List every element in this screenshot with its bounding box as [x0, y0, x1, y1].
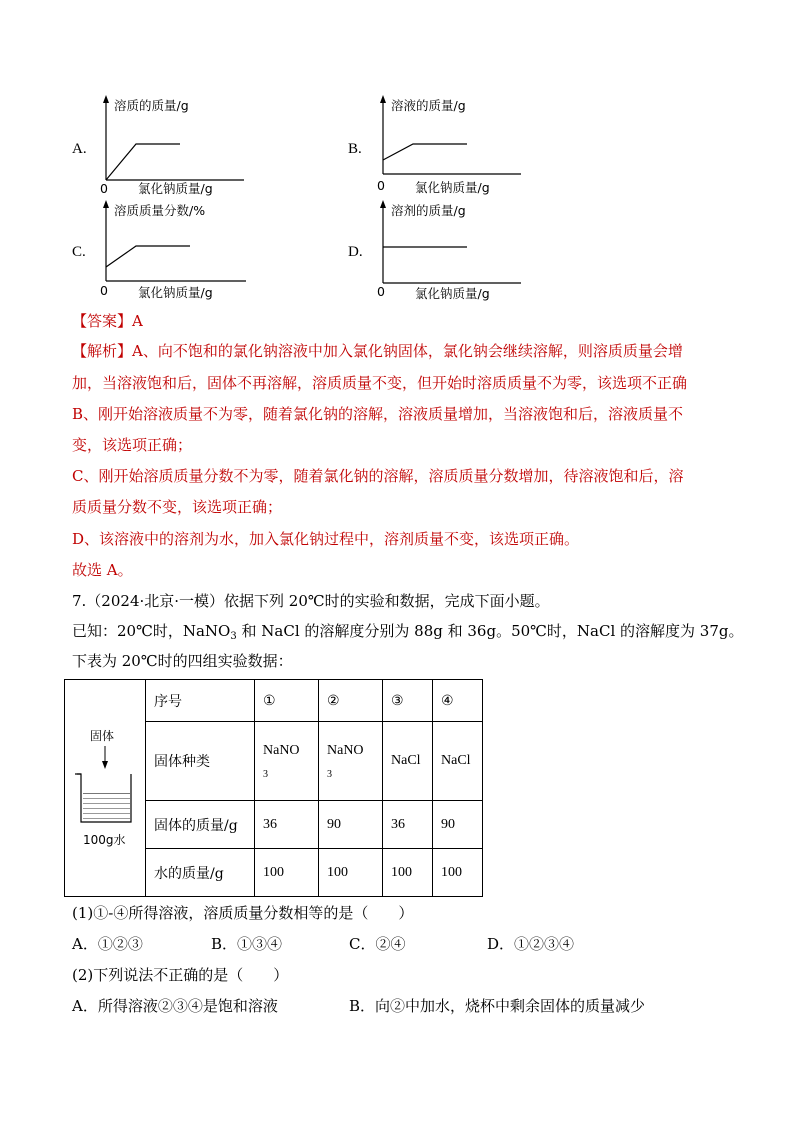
answer-line: 【答案】A: [72, 312, 143, 330]
option-b-letter: B.: [348, 141, 362, 157]
header-2: ②: [319, 680, 383, 722]
graph-a-xlabel: 氯化钠质量/g: [138, 181, 213, 196]
analysis-line-8: 故选 A。: [72, 561, 133, 579]
row-solid-type-label: 固体种类: [146, 722, 255, 801]
analysis-line-5: C、刚开始溶质质量分数不为零，随着氯化钠的溶解，溶质质量分数增加，待溶液饱和后，溶: [72, 467, 684, 485]
sub1-option-b: B．①③④: [211, 935, 283, 953]
beaker-figure: [65, 680, 145, 896]
graph-b-origin: 0: [377, 178, 385, 193]
question-7-known: [72, 621, 744, 647]
graph-c-origin: 0: [100, 283, 108, 298]
known-text-a: 已知：20℃时，NaNO: [72, 622, 231, 640]
experiment-table: [64, 679, 483, 897]
graph-d-origin: 0: [377, 284, 385, 299]
graph-c-curve: [106, 246, 190, 267]
analysis-line-4: 变，该选项正确；: [72, 436, 193, 454]
solid-mass-4: 90: [433, 801, 483, 849]
water-mass-3: 100: [383, 849, 433, 897]
graph-a: [96, 94, 246, 196]
header-label: 序号: [146, 680, 255, 722]
row-water-mass-label: 水的质量/g: [146, 849, 255, 897]
solid-mass-1: 36: [255, 801, 319, 849]
beaker-figure-cell: [65, 680, 146, 897]
sub2-option-a: A．所得溶液②③④是饱和溶液: [72, 997, 278, 1015]
analysis-line-7: D、该溶液中的溶剂为水，加入氯化钠过程中，溶剂质量不变，该选项正确。: [72, 530, 580, 548]
solid-mass-2: 90: [319, 801, 383, 849]
graph-c-ylabel: 溶质质量分数/%: [114, 203, 206, 218]
solid-type-2: NaNO 3: [319, 722, 383, 801]
question-7-title: 7.（2024·北京·一模）依据下列 20℃时的实验和数据，完成下面小题。: [72, 592, 550, 610]
sub-question-2: (2)下列说法不正确的是（ ）: [72, 966, 289, 984]
known-text-b: 和 NaCl 的溶解度分别为 88g 和 36g。50℃时，NaCl 的溶解度为 37g。: [236, 622, 744, 640]
solid-label: 固体: [90, 729, 115, 743]
water-label: 100g水: [83, 833, 126, 847]
sub2-option-b: B．向②中加水，烧杯中剩余固体的质量减少: [349, 997, 646, 1015]
solid-mass-3: 36: [383, 801, 433, 849]
water-mass-1: 100: [255, 849, 319, 897]
water-mass-2: 100: [319, 849, 383, 897]
analysis-line-2: 加，当溶液饱和后，固体不再溶解，溶质质量不变，但开始时溶质质量不为零，该选项不正确: [72, 374, 688, 392]
analysis-line-6: 质质量分数不变，该选项正确；: [72, 498, 283, 516]
graph-a-ylabel: 溶质的质量/g: [114, 98, 189, 113]
solid-type-4: NaCl: [433, 722, 483, 801]
graph-c: [96, 199, 256, 303]
graph-a-origin: 0: [100, 181, 108, 196]
header-3: ③: [383, 680, 433, 722]
known-subscript: 3: [230, 631, 237, 642]
analysis-line-3: B、刚开始溶液质量不为零，随着氯化钠的溶解，溶液质量增加，当溶液饱和后，溶液质量不: [72, 405, 684, 423]
graph-b: [373, 94, 523, 196]
sub1-option-d: D．①②③④: [487, 935, 575, 953]
option-c-letter: C.: [72, 244, 86, 260]
table-intro: 下表为 20℃时的四组实验数据：: [72, 652, 293, 670]
option-d-letter: D.: [348, 244, 363, 260]
solid-type-3: NaCl: [383, 722, 433, 801]
arrow-down-icon: [102, 761, 108, 769]
sub1-option-a: A．①②③: [72, 935, 143, 953]
option-a-letter: A.: [72, 141, 87, 157]
graph-b-ylabel: 溶液的质量/g: [391, 98, 466, 113]
row-solid-mass-label: 固体的质量/g: [146, 801, 255, 849]
header-4: ④: [433, 680, 483, 722]
solid-type-1: NaNO 3: [255, 722, 319, 801]
water-mass-4: 100: [433, 849, 483, 897]
header-1: ①: [255, 680, 319, 722]
graph-d: [373, 199, 523, 305]
sub1-option-c: C．②④: [349, 935, 406, 953]
graph-d-ylabel: 溶剂的质量/g: [391, 203, 466, 218]
graph-b-curve: [383, 144, 467, 160]
graph-a-curve: [106, 144, 180, 180]
sub-question-1: (1)①-④所得溶液，溶质质量分数相等的是（ ）: [72, 904, 414, 922]
analysis-line-1: 【解析】A、向不饱和的氯化钠溶液中加入氯化钠固体，氯化钠会继续溶解，则溶质质量会增: [72, 342, 683, 360]
graph-d-xlabel: 氯化钠质量/g: [415, 286, 490, 301]
graph-b-xlabel: 氯化钠质量/g: [415, 180, 490, 195]
graph-c-xlabel: 氯化钠质量/g: [138, 285, 213, 300]
